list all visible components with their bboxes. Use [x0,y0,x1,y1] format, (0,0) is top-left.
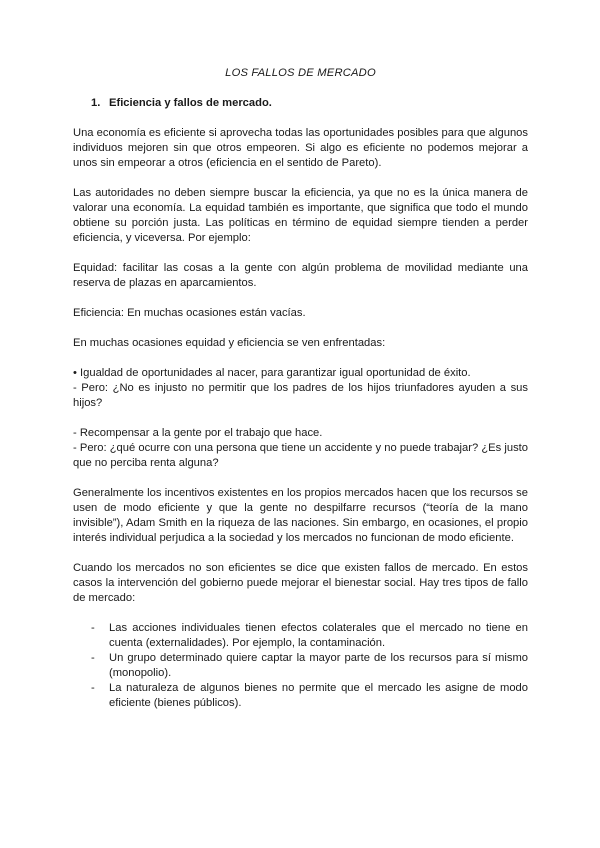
paragraph-recompensar: - Recompensar a la gente por el trabajo que hace. [73,427,323,439]
ejemplo-igualdad-block [73,366,528,411]
list-dash-marker: - [91,682,95,694]
list-item-text: La naturaleza de algunos bienes no permite que el mercado les asigne de modo eficiente (bienes públicos). [109,682,528,709]
paragraph-pero-injusto: - Pero: ¿No es injusto no permitir que los padres de los hijos triunfadores ayuden a sus hijos? [73,382,528,409]
list-item [91,681,528,711]
document-page [73,66,528,711]
list-dash-marker: - [91,652,95,664]
list-item [91,621,528,651]
section-heading-text: Eficiencia y fallos de mercado. [109,97,272,109]
paragraph-equidad: Las autoridades no deben siempre buscar la eficiencia, ya que no es la única manera de valorar una economía. La equidad también es importante, que significa que todo el mundo obtiene su porción justa. Las políticas en término de equidad siempre tienden a perder eficiencia, y viceversa. Por ejemplo: [73,187,528,244]
paragraph-enfrentadas: En muchas ocasiones equidad y eficiencia se ven enfrentadas: [73,337,386,349]
list-item-text: Las acciones individuales tienen efectos colaterales que el mercado no tiene en cuenta (externalidades). Por ejemplo, la contaminación. [109,622,528,649]
paragraph-incentivos: Generalmente los incentivos existentes en los propios mercados hacen que los recursos se usen de modo eficiente y que la gente no despilfarre recursos (“teoría de la mano invisible”), Adam Smith en la riqueza de las naciones. Sin embargo, en ocasiones, el propio interés individual perjudica a la sociedad y los mercados no funcionan de modo eficiente. [73,487,528,544]
paragraph-igualdad-oportunidades: • Igualdad de oportunidades al nacer, para garantizar igual oportunidad de éxito. [73,367,471,379]
list-dash-marker: - [91,622,95,634]
paragraph-eficiencia-definicion: Una economía es eficiente si aprovecha todas las oportunidades posibles para que algunos individuos mejoren sin que otros empeoren. Si algo es eficiente no podemos mejorar a unos sin empeorar a otros (eficiencia en el sentido de Pareto). [73,127,528,169]
list-item [91,651,528,681]
paragraph-ejemplo-equidad: Equidad: facilitar las cosas a la gente con algún problema de movilidad mediante una reserva de plazas en aparcamientos. [73,262,528,289]
section-heading [91,96,528,111]
paragraph-pero-accidente: - Pero: ¿qué ocurre con una persona que tiene un accidente y no puede trabajar? ¿Es justo que no perciba renta alguna? [73,442,528,469]
list-item-text: Un grupo determinado quiere captar la mayor parte de los recursos para sí mismo (monopolio). [109,652,528,679]
ejemplo-recompensar-block [73,426,528,471]
fallos-list [91,621,528,711]
paragraph-ejemplo-eficiencia: Eficiencia: En muchas ocasiones están vacías. [73,307,306,319]
section-number: 1. [91,97,101,109]
paragraph-fallos-mercado: Cuando los mercados no son eficientes se dice que existen fallos de mercado. En estos casos la intervención del gobierno puede mejorar el bienestar social. Hay tres tipos de fallo de mercado: [73,562,528,604]
document-title: LOS FALLOS DE MERCADO [225,67,376,79]
